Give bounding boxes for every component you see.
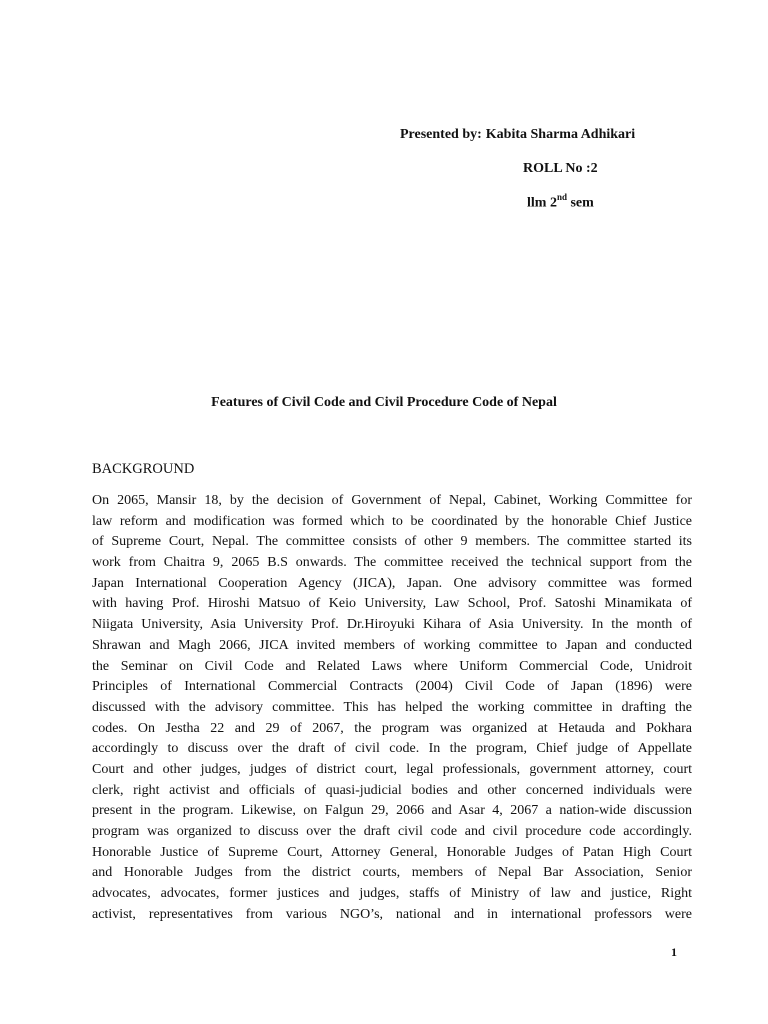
paragraph-line: work from Chaitra 9, 2065 B.S onwards. The committee received the technical support from the [92, 555, 692, 571]
paragraph-line: On 2065, Mansir 18, by the decision of Government of Nepal, Cabinet, Working Committee for [92, 493, 692, 508]
paragraph-line: clerk, right activist and officials of quasi-judicial bodies and other concerned individuals were [92, 782, 692, 798]
section-heading: BACKGROUND [92, 461, 195, 477]
semester-prefix: llm 2 [527, 195, 557, 211]
paragraph-line: advocates, advocates, former justices and judges, staffs of Ministry of law and justice, Right [92, 886, 692, 902]
presenter-label: Presented by: [400, 127, 482, 142]
paragraph-line: Japan International Cooperation Agency (JICA), Japan. One advisory committee was formed [92, 575, 692, 591]
paragraph-line: Niigata University, Asia University Prof. Dr.Hiroyuki Kihara of Asia University. In the month of [92, 617, 692, 633]
paragraph-line: program was organized to discuss over the draft civil code and civil procedure code accordingly. [92, 824, 692, 839]
paragraph-line: discussed with the advisory committee. This has helped the working committee in drafting the [92, 699, 692, 715]
document-title: Features of Civil Code and Civil Procedure Code of Nepal [211, 395, 557, 410]
page-number: 1 [671, 945, 677, 959]
paragraph-line: present in the program. Likewise, on Falgun 29, 2066 and Asar 4, 2067 a nation-wide discussion [92, 803, 692, 819]
paragraph-line: Principles of International Commercial Contracts (2004) Civil Code of Japan (1896) were [92, 679, 692, 695]
roll-number: ROLL No :2 [523, 161, 598, 176]
presenter-name: Kabita Sharma Adhikari [485, 127, 636, 142]
paragraph-line: with having Prof. Hiroshi Matsuo of Keio University, Law School, Prof. Satoshi Minamikata of [92, 596, 692, 612]
paragraph-line: the Seminar on Civil Code and Related Laws where Uniform Commercial Code, Unidroit [92, 658, 692, 674]
semester-suffix: sem [570, 195, 594, 211]
paragraph-line: and Honorable Judges from the district courts, members of Nepal Bar Association, Senior [92, 865, 692, 881]
paragraph-line: Honorable Justice of Supreme Court, Attorney General, Honorable Judges of Patan High Court [92, 844, 692, 860]
presenter-line [400, 127, 635, 143]
paragraph-line: activist, representatives from various NGO’s, national and in international professors were [92, 906, 692, 922]
paragraph-line: law reform and modification was formed which to be coordinated by the honorable Chief Justice [92, 513, 692, 529]
semester-superscript: nd [556, 192, 567, 202]
paragraph-line: Shrawan and Magh 2066, JICA invited members of working committee to Japan and conducted [92, 637, 692, 653]
paragraph-line: accordingly to discuss over the draft of civil code. In the program, Chief judge of Appellate [92, 741, 692, 757]
background-paragraph [92, 491, 692, 925]
paragraph-line: of Supreme Court, Nepal. The committee consists of other 9 members. The committee started its [92, 534, 692, 550]
paragraph-line: Court and other judges, judges of district court, legal professionals, government attorney, court [92, 761, 692, 777]
semester-line [527, 193, 594, 212]
paragraph-line: codes. On Jestha 22 and 29 of 2067, the program was organized at Hetauda and Pokhara [92, 720, 692, 736]
